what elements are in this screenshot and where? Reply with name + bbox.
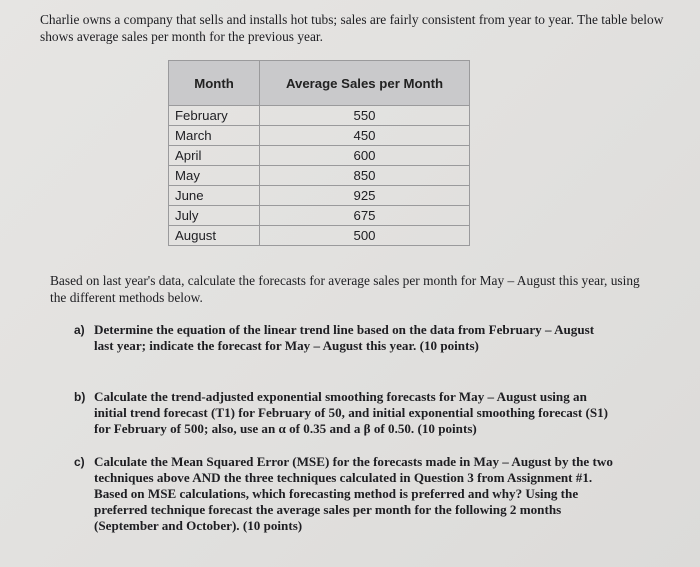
instructions-paragraph: Based on last year's data, calculate the forecasts for average sales per month for May – August this year, using the different methods below. [50,273,640,305]
month-cell: July [169,206,260,226]
month-cell: June [169,186,260,206]
question-text: Determine the equation of the linear trend line based on the data from February – August last year; indicate the forecast for May – August this year. (10 points) [94,322,595,353]
month-cell: April [169,146,260,166]
sales-table-container [168,60,470,246]
table-row [169,146,470,166]
question-text: Calculate the trend-adjusted exponential smoothing forecasts for May – August using an initial trend forecast (T1) for February of 50, and initial exponential smoothing forecast (S1) for February of 500; also, use an α of 0.35 and a β of 0.50. (10 points) [94,389,609,436]
question-letter: b) [74,390,86,404]
sales-cell: 925 [260,186,470,206]
month-cell: May [169,166,260,186]
month-cell: March [169,126,260,146]
table-header-row [169,61,470,106]
table-row [169,106,470,126]
table-row [169,166,470,186]
question-letter: c) [74,455,85,469]
sales-cell: 550 [260,106,470,126]
month-cell: February [169,106,260,126]
table-row [169,226,470,246]
question-a [74,322,614,354]
sales-table [168,60,470,246]
sales-cell: 850 [260,166,470,186]
table-row [169,206,470,226]
table-row [169,126,470,146]
header-month: Month [169,61,260,106]
question-letter: a) [74,323,85,337]
month-cell: August [169,226,260,246]
table-row [169,186,470,206]
question-c [74,454,614,534]
sales-cell: 600 [260,146,470,166]
sales-cell: 500 [260,226,470,246]
question-text: Calculate the Mean Squared Error (MSE) for the forecasts made in May – August by the two techniques above AND the three techniques calculated in Question 3 from Assignment #1. Based on MSE calculations, which forecasting method is preferred and why? Using the preferred technique forecast the average sales per month for the following 2 months (September and October). (10 points) [94,454,613,533]
header-average-sales: Average Sales per Month [260,61,470,106]
question-b [74,389,614,437]
sales-cell: 675 [260,206,470,226]
intro-paragraph: Charlie owns a company that sells and installs hot tubs; sales are fairly consistent from year to year. The table below shows average sales per month for the previous year. [40,12,664,44]
sales-cell: 450 [260,126,470,146]
